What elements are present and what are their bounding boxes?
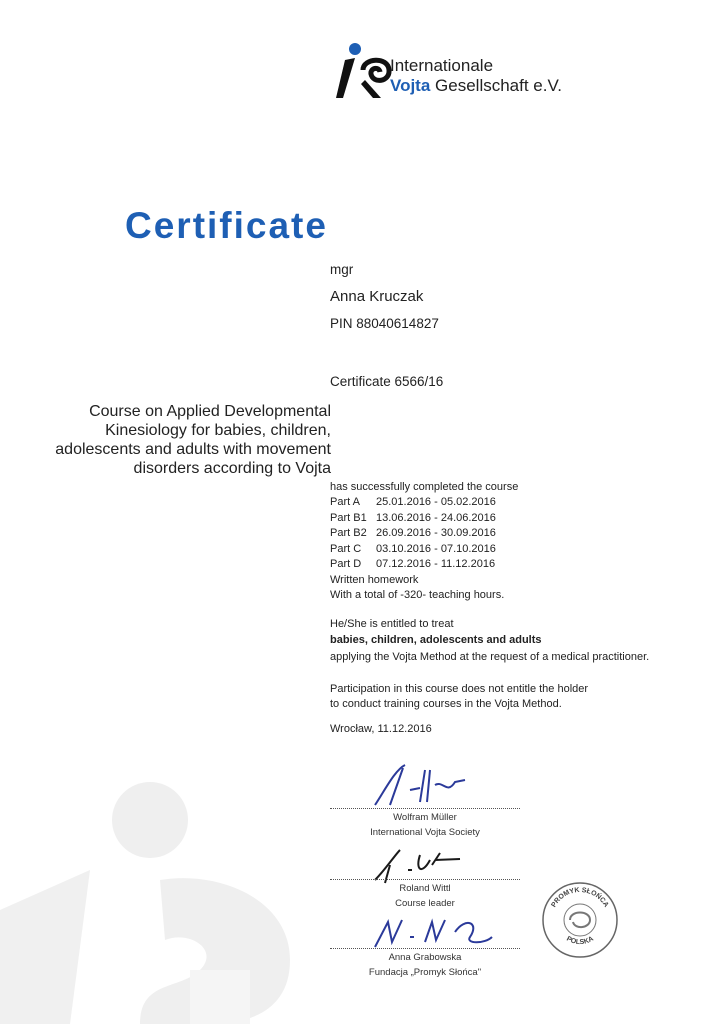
homework-text: Written homework bbox=[330, 573, 419, 586]
signatory-role: International Vojta Society bbox=[370, 827, 480, 838]
course-line: adolescents and adults with movement bbox=[55, 441, 331, 458]
svg-text:POLSKA bbox=[565, 936, 595, 947]
entitled-bold-text: babies, children, adolescents and adults bbox=[330, 634, 542, 646]
signatory-role: Fundacja „Promyk Słońca" bbox=[368, 967, 482, 978]
completed-text: has successfully completed the course bbox=[330, 481, 519, 493]
part-row bbox=[330, 542, 504, 558]
part-label: Part B1 bbox=[330, 511, 367, 524]
signature-mueller-icon bbox=[365, 760, 475, 810]
course-line: Course on Applied Developmental bbox=[89, 403, 331, 420]
part-row bbox=[330, 511, 504, 527]
logo-line-1: Internationale bbox=[390, 56, 494, 75]
stamp-bottom-text: POLSKA bbox=[565, 935, 595, 947]
part-dates: 07.12.2016 - 11.12.2016 bbox=[376, 558, 496, 570]
part-dates: 13.06.2016 - 24.06.2016 bbox=[376, 511, 496, 524]
participation-line-1: Participation in this course does not entitle the holder bbox=[330, 683, 589, 695]
watermark-logo-icon bbox=[0, 780, 300, 1024]
participation-line-2: to conduct training courses in the Vojta Method. bbox=[330, 698, 562, 710]
course-line: Kinesiology for babies, children, bbox=[105, 422, 331, 439]
applying-text: applying the Vojta Method at the request of a medical practitioner. bbox=[330, 651, 650, 663]
part-row bbox=[330, 557, 504, 573]
signatory-1 bbox=[330, 807, 520, 839]
signature-line bbox=[330, 878, 520, 880]
signature-grabowska-icon bbox=[370, 912, 500, 952]
part-dates: 26.09.2016 - 30.09.2016 bbox=[376, 527, 496, 539]
holder-name: Anna Kruczak bbox=[330, 288, 424, 305]
signatory-name: Roland Wittl bbox=[399, 883, 451, 894]
holder-pin: PIN 88040614827 bbox=[330, 316, 439, 331]
total-hours-text: With a total of -320- teaching hours. bbox=[330, 589, 505, 601]
course-parts bbox=[330, 495, 504, 604]
part-row bbox=[330, 495, 504, 511]
certificate-number: Certificate 6566/16 bbox=[330, 374, 444, 389]
entitled-text: He/She is entitled to treat bbox=[330, 618, 454, 630]
part-label: Part B2 bbox=[330, 527, 367, 539]
part-dates: 25.01.2016 - 05.02.2016 bbox=[376, 496, 496, 508]
course-line: disorders according to Vojta bbox=[133, 460, 331, 477]
logo-vojta: Vojta bbox=[390, 76, 431, 95]
certificate-title: Certificate bbox=[125, 205, 328, 246]
promyk-slonca-stamp-icon bbox=[540, 880, 620, 960]
part-label: Part D bbox=[330, 558, 362, 570]
logo-gesellschaft: Gesellschaft e.V. bbox=[430, 76, 562, 95]
place-date: Wrocław, 11.12.2016 bbox=[330, 723, 432, 735]
logo-text bbox=[390, 56, 562, 96]
part-label: Part A bbox=[330, 496, 360, 508]
course-title bbox=[31, 402, 331, 478]
signatory-2 bbox=[330, 878, 520, 910]
signature-line bbox=[330, 807, 520, 809]
logo-line-2 bbox=[390, 76, 562, 96]
part-row bbox=[330, 526, 504, 542]
part-label: Part C bbox=[330, 542, 362, 555]
stamp-top-text: PROMYK SŁOŃCA bbox=[550, 886, 610, 909]
signatory-name: Wolfram Müller bbox=[393, 812, 457, 823]
signatory-name: Anna Grabowska bbox=[388, 952, 462, 963]
signatory-3 bbox=[330, 947, 520, 979]
part-dates: 03.10.2016 - 07.10.2016 bbox=[376, 542, 496, 555]
holder-degree: mgr bbox=[330, 262, 354, 277]
signature-line bbox=[330, 947, 520, 949]
signatory-role: Course leader bbox=[395, 898, 455, 909]
